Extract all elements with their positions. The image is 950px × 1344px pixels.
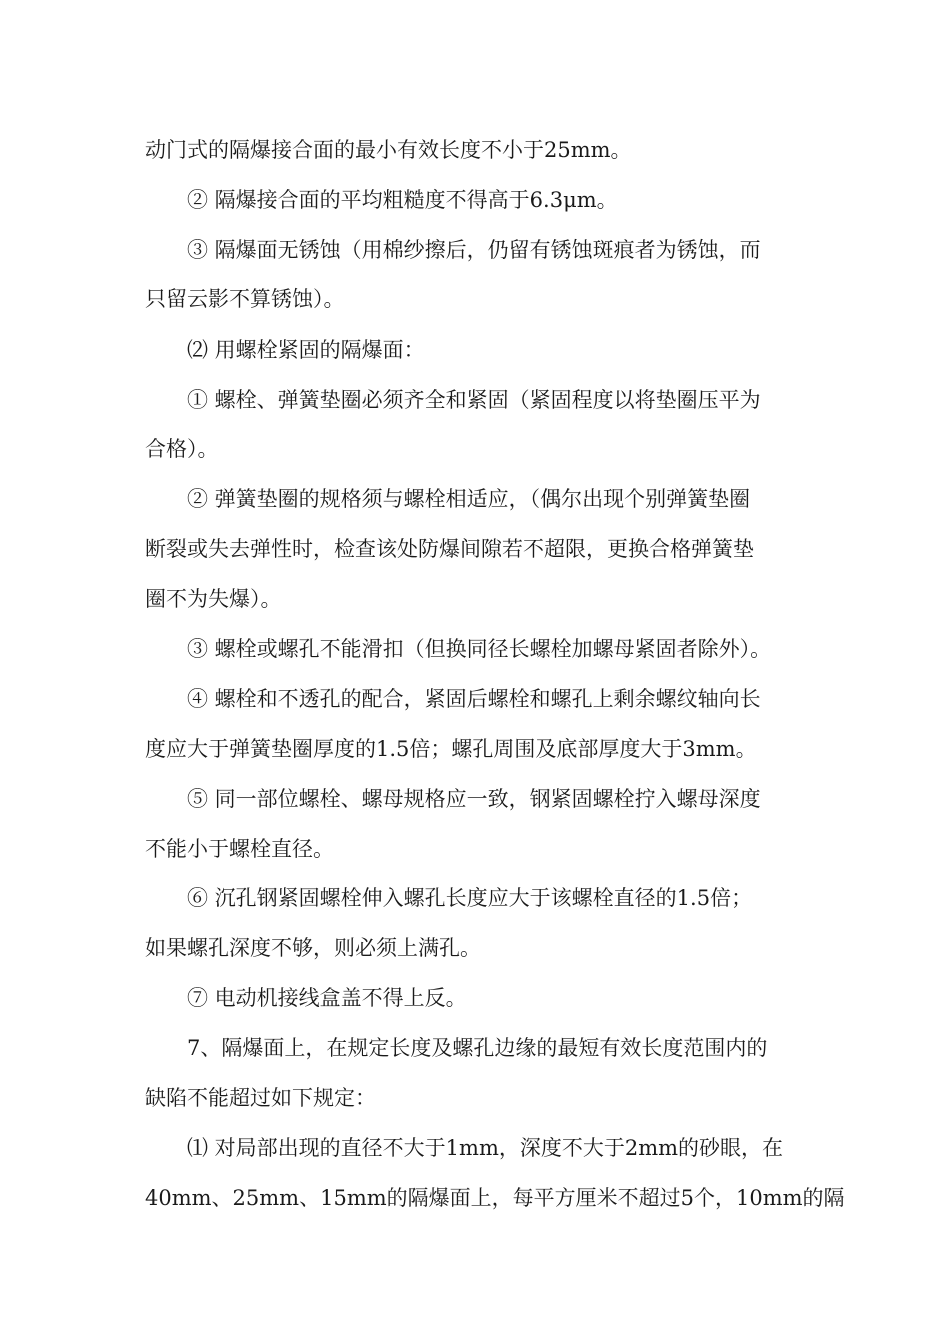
text-line-4-text: 只留云影不算锈蚀）。	[145, 287, 345, 311]
text-line-19	[0, 1028, 950, 1068]
text-line-20	[0, 1078, 950, 1118]
text-line-8	[0, 479, 950, 519]
text-line-20-text: 缺陷不能超过如下规定：	[145, 1086, 376, 1110]
text-line-5-text: ⑵ 用螺栓紧固的隔爆面：	[187, 338, 425, 362]
text-line-11	[0, 629, 950, 669]
text-line-10-text: 圈不为失爆）。	[145, 587, 282, 611]
text-line-2-text: ② 隔爆接合面的平均粗糙度不得高于6.3μm。	[187, 188, 618, 212]
text-line-13	[0, 729, 950, 769]
text-line-8-text: ② 弹簧垫圈的规格须与螺栓相适应，（偶尔出现个别弹簧垫圈	[187, 487, 751, 511]
text-line-6-text: ① 螺栓、弹簧垫圈必须齐全和紧固（紧固程度以将垫圈压平为	[187, 388, 761, 412]
text-line-4	[0, 279, 950, 319]
text-line-9	[0, 529, 950, 569]
text-line-2	[0, 180, 950, 220]
text-line-9-text: 断裂或失去弹性时，检查该处防爆间隙若不超限，更换合格弹簧垫	[145, 537, 754, 561]
text-line-1-text: 动门式的隔爆接合面的最小有效长度不小于25mm。	[145, 138, 632, 162]
text-line-12	[0, 679, 950, 719]
text-line-19-text: 7、隔爆面上，在规定长度及螺孔边缘的最短有效长度范围内的	[187, 1036, 768, 1060]
text-line-5	[0, 330, 950, 370]
text-line-11-text: ③ 螺栓或螺孔不能滑扣（但换同径长螺栓加螺母紧固者除外）。	[187, 637, 772, 661]
text-line-13-text: 度应大于弹簧垫圈厚度的1.5倍；螺孔周围及底部厚度大于3mm。	[145, 737, 757, 761]
text-line-7	[0, 429, 950, 469]
text-line-3-text: ③ 隔爆面无锈蚀（用棉纱擦后，仍留有锈蚀斑痕者为锈蚀，而	[187, 238, 761, 262]
text-line-14-text: ⑤ 同一部位螺栓、螺母规格应一致，钢紧固螺栓拧入螺母深度	[187, 787, 761, 811]
text-line-14	[0, 779, 950, 819]
text-line-17	[0, 928, 950, 968]
text-line-17-text: 如果螺孔深度不够，则必须上满孔。	[145, 936, 481, 960]
text-line-22	[0, 1178, 950, 1218]
text-line-18-text: ⑦ 电动机接线盒盖不得上反。	[187, 986, 467, 1010]
text-line-6	[0, 380, 950, 420]
text-line-16	[0, 878, 950, 918]
text-line-15	[0, 829, 950, 869]
text-line-3	[0, 230, 950, 270]
text-line-22-text: 40mm、25mm、15mm的隔爆面上，每平方厘米不超过5个，10mm的隔	[145, 1186, 845, 1210]
text-line-21	[0, 1128, 950, 1168]
text-line-1	[0, 130, 950, 170]
text-line-18	[0, 978, 950, 1018]
text-line-7-text: 合格）。	[145, 437, 219, 461]
text-line-21-text: ⑴ 对局部出现的直径不大于1mm，深度不大于2mm的砂眼，在	[187, 1136, 784, 1160]
text-line-15-text: 不能小于螺栓直径。	[145, 837, 334, 861]
text-line-16-text: ⑥ 沉孔钢紧固螺栓伸入螺孔长度应大于该螺栓直径的1.5倍；	[187, 886, 753, 910]
text-line-12-text: ④ 螺栓和不透孔的配合，紧固后螺栓和螺孔上剩余螺纹轴向长	[187, 687, 761, 711]
text-line-10	[0, 579, 950, 619]
